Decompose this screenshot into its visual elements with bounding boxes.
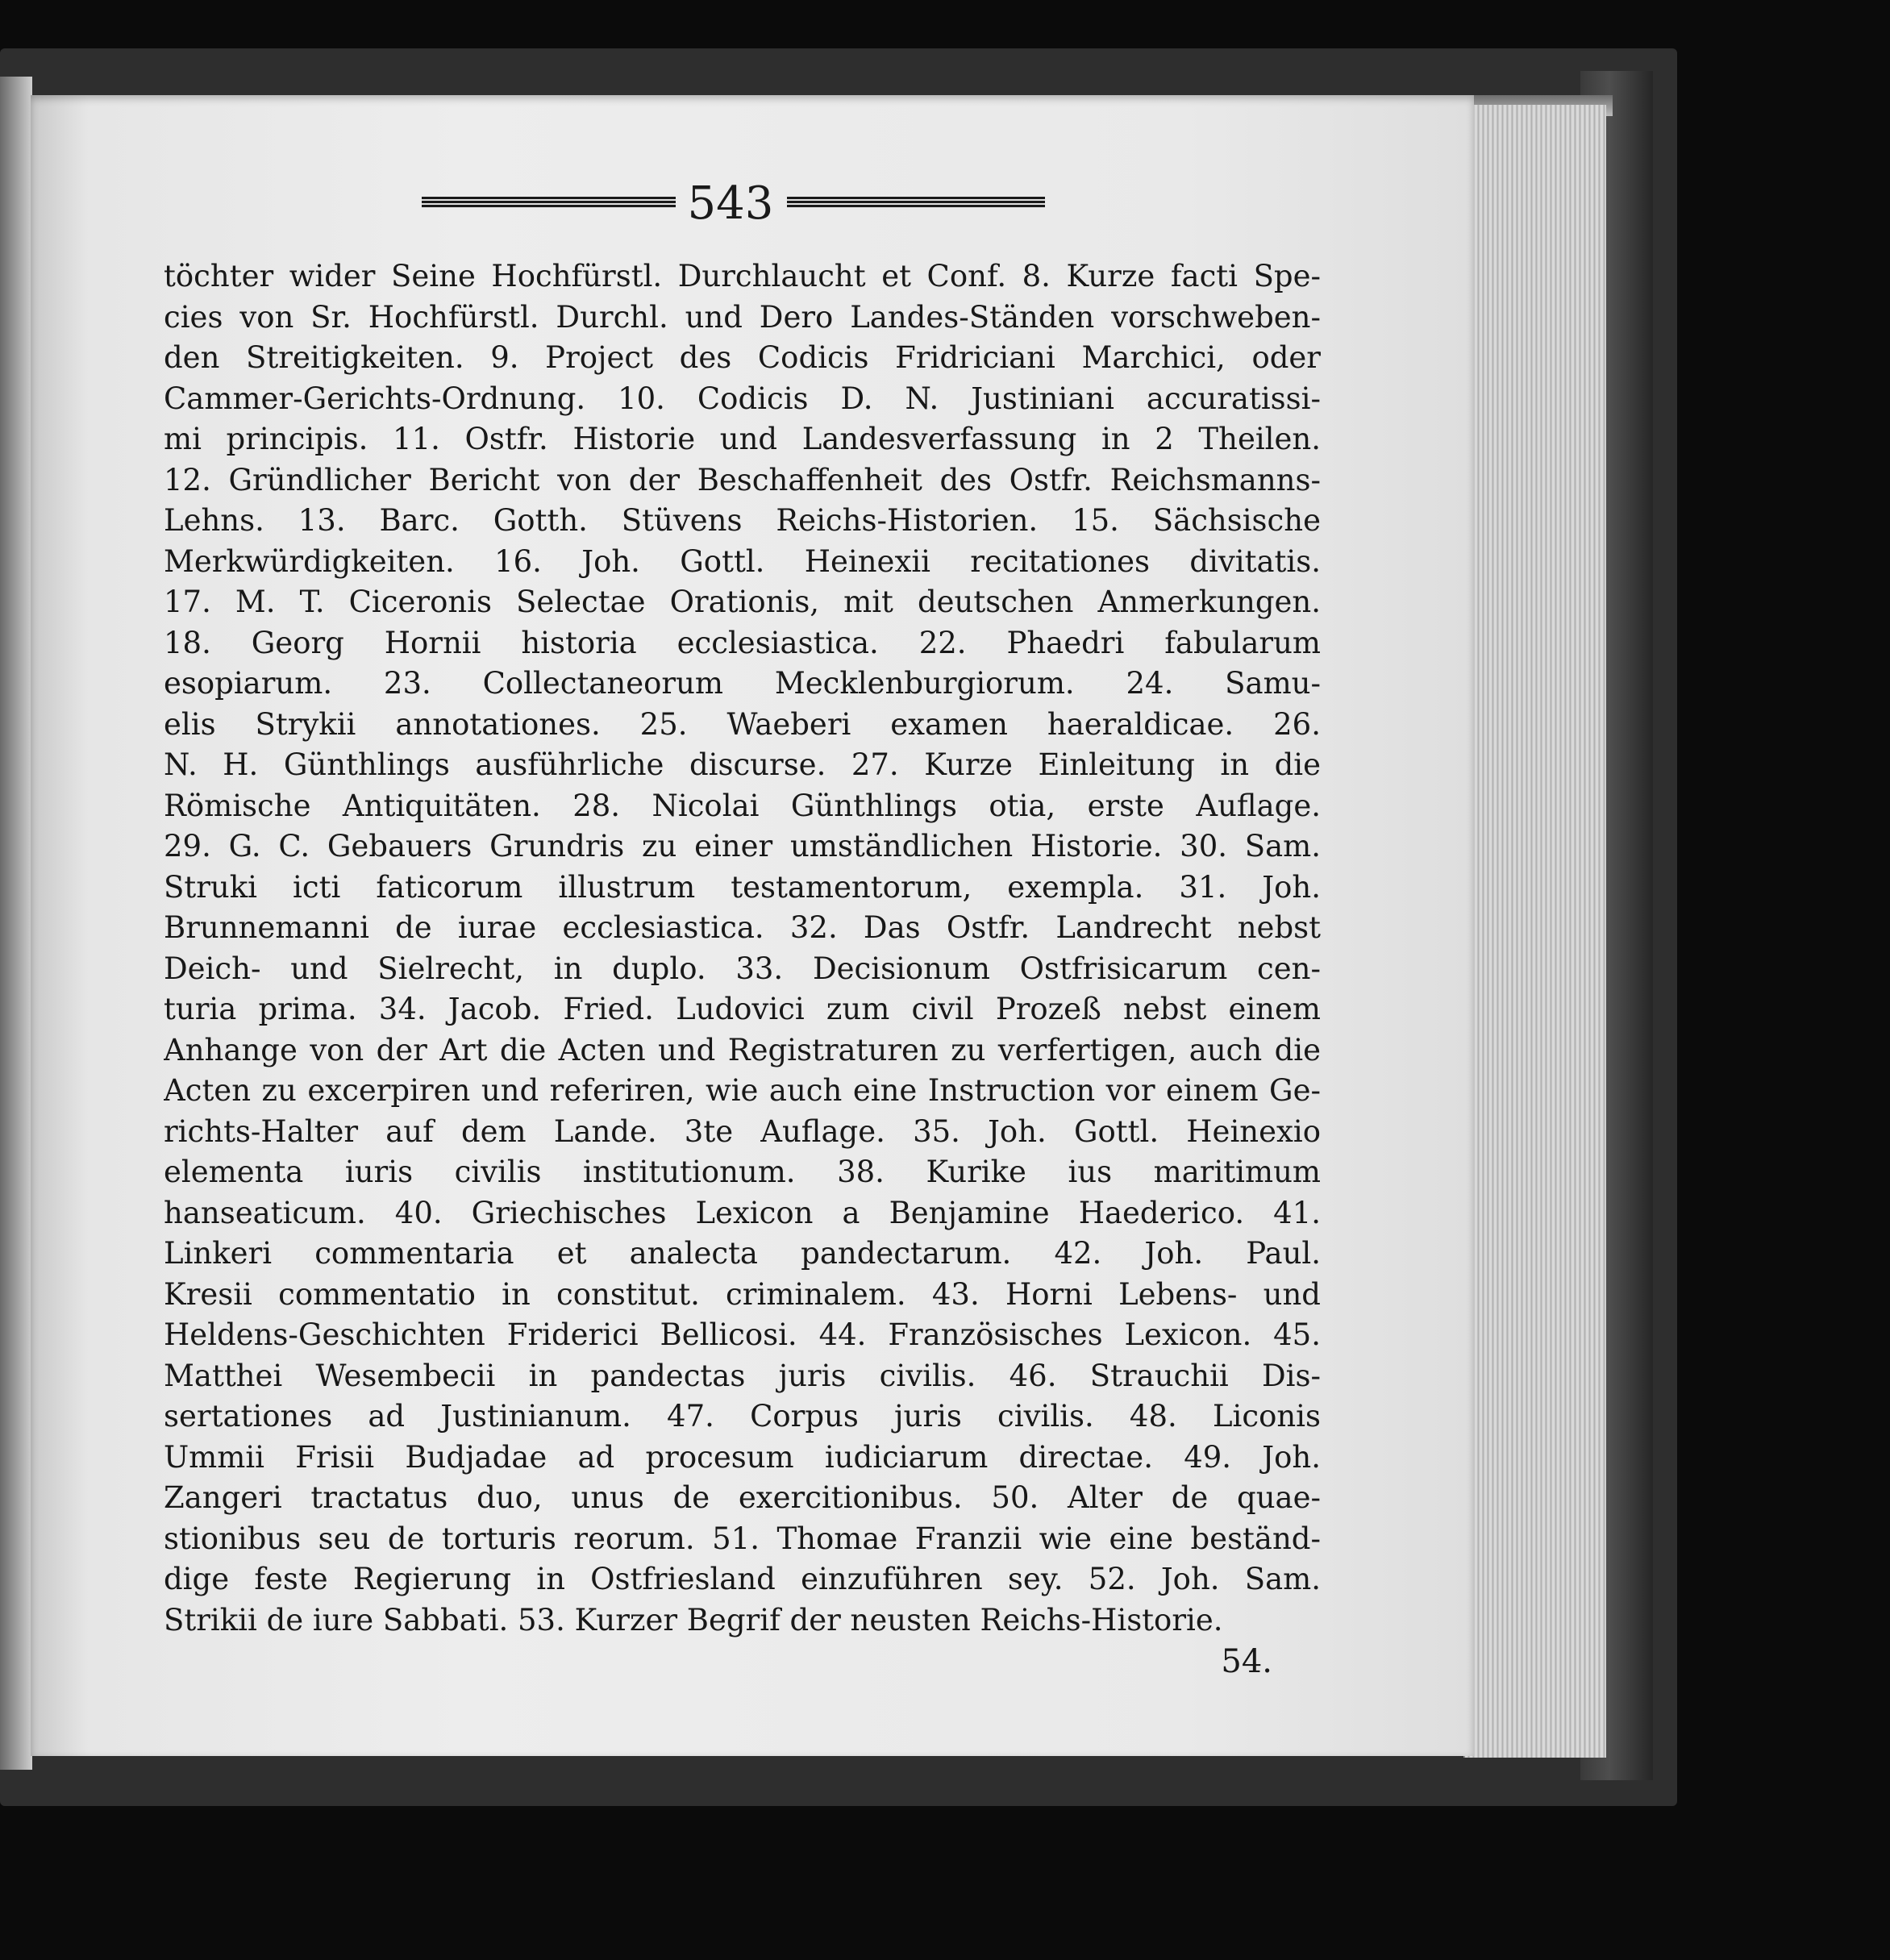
page-number: 543 — [687, 177, 774, 230]
text-line: esopiarum. 23. Collectaneorum Mecklenburgiorum. 24. Samu- — [164, 666, 1321, 701]
text-line: Ummii Frisii Budjadae ad procesum iudiciarum directae. 49. Joh. — [164, 1439, 1321, 1475]
text-line: stionibus seu de torturis reorum. 51. Thomae Franzii wie eine beständ- — [164, 1521, 1321, 1556]
page-block-edges — [1463, 105, 1606, 1758]
header-rule-left — [422, 197, 676, 208]
text-line: 12. Gründlicher Bericht von der Beschaffenheit des Ostfr. Reichsmanns- — [164, 462, 1321, 497]
text-line: Struki icti faticorum illustrum testamentorum, exempla. 31. Joh. — [164, 869, 1321, 905]
text-line: turia prima. 34. Jacob. Fried. Ludovici zum civil Prozeß nebst einem — [164, 992, 1321, 1026]
body-text — [164, 256, 1321, 1641]
text-line: Anhange von der Art die Acten und Registraturen zu verfertigen, auch die — [164, 1032, 1321, 1067]
text-line: Deich- und Sielrecht, in duplo. 33. Decisionum Ostfrisicarum cen- — [164, 951, 1321, 986]
text-line: richts-Halter auf dem Lande. 3te Auflage. 35. Joh. Gottl. Heinexio — [164, 1113, 1321, 1149]
text-line: 17. M. T. Ciceronis Selectae Orationis, mit deutschen Anmerkungen. — [164, 585, 1321, 619]
facing-page-edge — [0, 77, 32, 1770]
text-line: Linkeri commentaria et analecta pandectarum. 42. Joh. Paul. — [164, 1236, 1321, 1271]
text-line: dige feste Regierung in Ostfriesland einzuführen sey. 52. Joh. Sam. — [164, 1562, 1321, 1596]
text-line: den Streitigkeiten. 9. Project des Codicis Fridriciani Marchici, oder — [164, 340, 1321, 375]
text-line: cies von Sr. Hochfürstl. Durchl. und Dero Landes-Ständen vorschweben- — [164, 299, 1321, 335]
text-line: Merkwürdigkeiten. 16. Joh. Gottl. Heinexii recitationes divitatis. — [164, 543, 1321, 579]
text-line: Brunnemanni de iurae ecclesiastica. 32. Das Ostfr. Landrecht nebst — [164, 910, 1321, 945]
text-line: Kresii commentatio in constitut. criminalem. 43. Horni Lebens- und — [164, 1276, 1321, 1312]
text-line: Zangeri tractatus duo, unus de exercitionibus. 50. Alter de quae- — [164, 1480, 1321, 1515]
text-line: töchter wider Seine Hochfürstl. Durchlaucht et Conf. 8. Kurze facti Spe- — [164, 259, 1321, 293]
catchword: 54. — [1221, 1643, 1272, 1680]
text-line: elementa iuris civilis institutionum. 38. Kurike ius maritimum — [164, 1155, 1321, 1189]
text-line: Acten zu excerpiren und referiren, wie auch eine Instruction vor einem Ge- — [164, 1073, 1321, 1108]
text-line: Strikii de iure Sabbati. 53. Kurzer Begrif der neusten Reichs-Historie. — [164, 1602, 1223, 1637]
page-header — [31, 169, 1474, 234]
text-line: 18. Georg Hornii historia ecclesiastica. 22. Phaedri fabularum — [164, 625, 1321, 660]
text-line: elis Strykii annotationes. 25. Waeberi examen haeraldicae. 26. — [164, 706, 1321, 742]
text-line: Römische Antiquitäten. 28. Nicolai Günthlings otia, erste Auflage. — [164, 788, 1321, 823]
text-line: mi principis. 11. Ostfr. Historie und Landesverfassung in 2 Theilen. — [164, 422, 1321, 456]
text-line: Cammer-Gerichts-Ordnung. 10. Codicis D. N. Justiniani accuratissi- — [164, 381, 1321, 416]
text-line: N. H. Günthlings ausführliche discurse. 27. Kurze Einleitung in die — [164, 747, 1321, 782]
book-page — [31, 95, 1474, 1756]
text-line: Lehns. 13. Barc. Gotth. Stüvens Reichs-Historien. 15. Sächsische — [164, 503, 1321, 538]
text-line: Matthei Wesembecii in pandectas juris civilis. 46. Strauchii Dis- — [164, 1358, 1321, 1393]
text-line: sertationes ad Justinianum. 47. Corpus juris civilis. 48. Liconis — [164, 1399, 1321, 1434]
text-line: hanseaticum. 40. Griechisches Lexicon a Benjamine Haederico. 41. — [164, 1195, 1321, 1230]
header-rule-right — [787, 197, 1045, 208]
text-line: Heldens-Geschichten Friderici Bellicosi. 44. Französisches Lexicon. 45. — [164, 1317, 1321, 1352]
text-line: 29. G. C. Gebauers Grundris zu einer umständlichen Historie. 30. Sam. — [164, 829, 1321, 863]
